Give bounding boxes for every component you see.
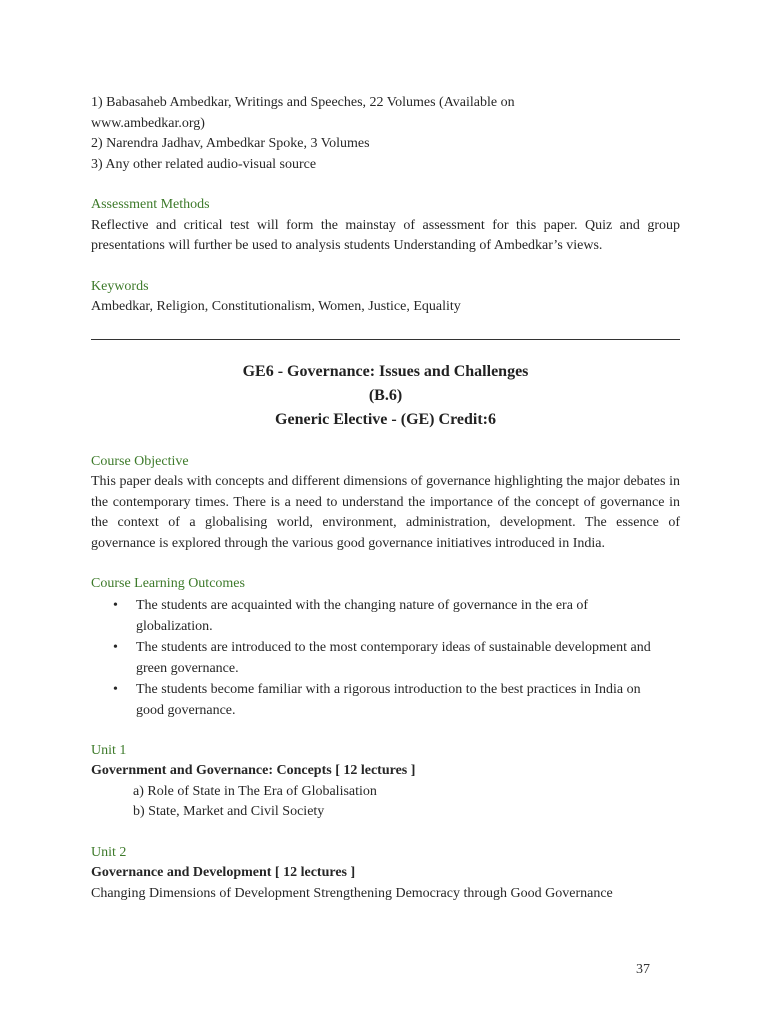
- unit2-heading: Unit 2: [91, 844, 127, 860]
- course-title: GE6 - Governance: Issues and Challenges: [242, 362, 529, 380]
- outcome-text: The students are introduced to the most contemporary ideas of sustainable development and green governance.: [136, 639, 651, 676]
- unit1-title: Government and Governance: Concepts [ 12 lectures ]: [91, 763, 416, 778]
- document-page: [91, 93, 680, 904]
- objective-heading: Course Objective: [91, 453, 189, 469]
- reference-item: 1) Babasaheb Ambedkar, Writings and Speeches, 22 Volumes (Available on: [91, 95, 515, 110]
- assessment-text: Reflective and critical test will form the mainstay of assessment for this paper. Quiz and group presentations will further be used to analysis students Understanding of Ambedkar’s views.: [91, 217, 680, 253]
- bullet-icon: •: [113, 681, 118, 697]
- unit2-text: Changing Dimensions of Development Strengthening Democracy through Good Governance: [91, 885, 613, 901]
- list-item: [91, 679, 680, 721]
- reference-item: 3) Any other related audio-visual source: [91, 156, 317, 172]
- section-divider: [91, 339, 680, 340]
- outcomes-list: [91, 595, 680, 721]
- keywords-text: Ambedkar, Religion, Constitutionalism, Women, Justice, Equality: [91, 299, 461, 314]
- list-item: [91, 595, 680, 637]
- unit1-topic: b) State, Market and Civil Society: [133, 804, 325, 819]
- bullet-icon: •: [113, 597, 118, 613]
- bullet-icon: •: [113, 639, 118, 655]
- course-credit: Generic Elective - (GE) Credit:6: [275, 410, 496, 428]
- unit2-title: Governance and Development [ 12 lectures ]: [91, 865, 356, 880]
- outcome-text: The students are acquainted with the changing nature of governance in the era of globalization.: [136, 597, 589, 634]
- reference-item: www.ambedkar.org): [91, 115, 205, 131]
- unit1-topic: a) Role of State in The Era of Globalisation: [133, 783, 377, 799]
- page-number: 37: [636, 962, 650, 977]
- assessment-heading: Assessment Methods: [91, 197, 210, 212]
- list-item: [91, 637, 680, 679]
- keywords-heading: Keywords: [91, 278, 149, 294]
- outcome-text: The students become familiar with a rigorous introduction to the best practices in India on good governance.: [136, 681, 641, 718]
- unit1-heading: Unit 1: [91, 742, 127, 758]
- outcomes-heading: Course Learning Outcomes: [91, 576, 245, 591]
- course-code: (B.6): [368, 386, 403, 404]
- objective-text: This paper deals with concepts and different dimensions of governance highlighting the major debates in the contemporary times. There is a need to understand the importance of the concept of governance in the context of a globalising world, environment, administration, development. The essence of governance is explored through the various good governance initiatives introduced in India.: [91, 474, 680, 551]
- reference-item: 2) Narendra Jadhav, Ambedkar Spoke, 3 Volumes: [91, 136, 370, 151]
- references-list: [91, 93, 680, 175]
